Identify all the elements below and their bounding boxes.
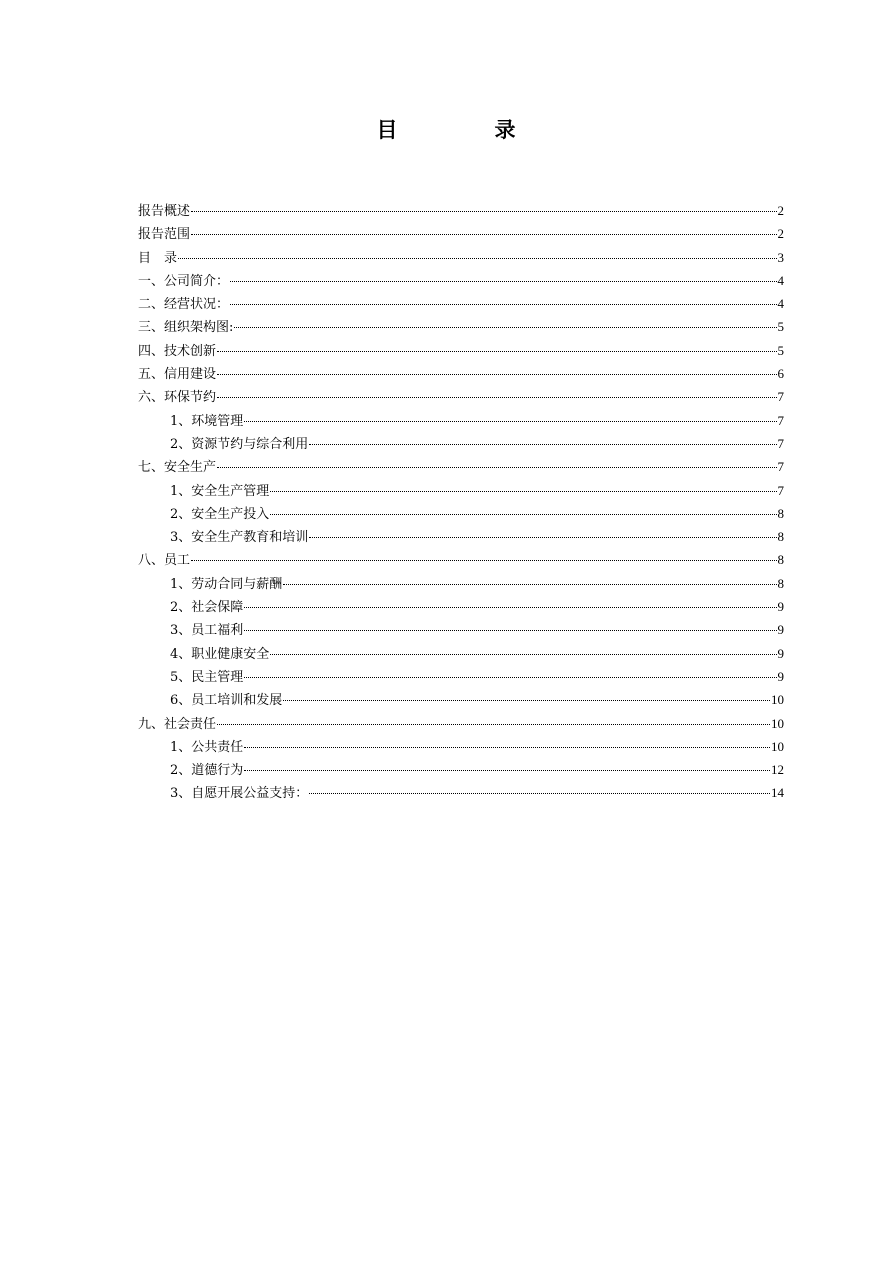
toc-dot-leader <box>230 281 776 282</box>
toc-entry[interactable] <box>138 292 784 315</box>
toc-entry-label: 2、道德行为 <box>170 763 244 779</box>
toc-entry[interactable] <box>138 362 784 385</box>
toc-entry-label: 报告范围 <box>138 227 191 243</box>
toc-entry[interactable] <box>138 502 784 525</box>
toc-entry-label: 1、公共责任 <box>170 739 244 755</box>
toc-entry-page-number: 12 <box>771 762 784 778</box>
toc-entry-page-number: 8 <box>777 505 784 521</box>
toc-dot-leader <box>244 770 770 771</box>
toc-entry[interactable] <box>138 735 784 758</box>
toc-entry-page-number: 8 <box>777 529 784 545</box>
toc-entry[interactable] <box>138 385 784 408</box>
toc-entry-page-number: 4 <box>777 296 784 312</box>
toc-entry-label: 2、资源节约与综合利用 <box>170 436 309 452</box>
toc-dot-leader <box>244 607 776 608</box>
toc-entry-page-number: 9 <box>777 668 784 684</box>
toc-dot-leader <box>234 327 776 328</box>
toc-entry-label: 1、安全生产管理 <box>170 483 270 499</box>
toc-dot-leader <box>270 491 776 492</box>
toc-entry[interactable] <box>138 222 784 245</box>
toc-entry[interactable] <box>138 455 784 478</box>
toc-entry-label: 4、职业健康安全 <box>170 646 270 662</box>
toc-entry-page-number: 2 <box>777 203 784 218</box>
toc-entry-page-number: 14 <box>771 785 784 801</box>
toc-entry[interactable] <box>138 712 784 735</box>
toc-dot-leader <box>244 630 776 631</box>
toc-dot-leader <box>244 747 770 748</box>
toc-entry[interactable] <box>138 315 784 338</box>
toc-entry-page-number: 7 <box>777 389 784 405</box>
toc-dot-leader <box>270 514 776 515</box>
toc-dot-leader <box>217 724 770 725</box>
toc-entry-label: 一、公司简介： <box>138 273 230 289</box>
toc-entry-label: 六、环保节约 <box>138 390 217 406</box>
toc-entry-page-number: 9 <box>777 645 784 661</box>
toc-entry-label: 5、民主管理 <box>170 669 244 685</box>
toc-entry-label: 九、社会责任 <box>138 716 217 732</box>
toc-entry-page-number: 9 <box>777 599 784 615</box>
toc-dot-leader <box>244 677 776 678</box>
toc-entry[interactable] <box>138 432 784 455</box>
toc-entry[interactable] <box>138 246 784 269</box>
toc-entry[interactable] <box>138 572 784 595</box>
toc-dot-leader <box>217 351 776 352</box>
toc-entry-label: 八、员工 <box>138 553 191 569</box>
toc-entry-page-number: 8 <box>777 552 784 568</box>
toc-entry-page-number: 3 <box>777 249 784 265</box>
toc-entry-label: 3、员工福利 <box>170 623 244 639</box>
toc-entry-label: 1、环境管理 <box>170 413 244 429</box>
toc-entry[interactable] <box>138 642 784 665</box>
toc-dot-leader <box>309 793 770 794</box>
toc-dot-leader <box>191 234 776 235</box>
toc-entry[interactable] <box>138 618 784 641</box>
toc-entry-label: 二、经营状况： <box>138 297 230 313</box>
toc-entry-label: 五、信用建设 <box>138 367 217 383</box>
toc-entry-page-number: 10 <box>771 715 784 731</box>
toc-entry-label: 6、员工培训和发展 <box>170 693 283 709</box>
toc-dot-leader <box>217 467 776 468</box>
toc-entry-page-number: 5 <box>777 319 784 335</box>
toc-entry-page-number: 10 <box>771 692 784 708</box>
toc-entry[interactable] <box>138 758 784 781</box>
toc-entry-page-number: 4 <box>777 272 784 288</box>
toc-dot-leader <box>178 258 776 259</box>
toc-entry[interactable] <box>138 665 784 688</box>
toc-entry-page-number: 7 <box>777 435 784 451</box>
toc-entry-label: 2、社会保障 <box>170 600 244 616</box>
toc-entry-page-number: 10 <box>771 738 784 754</box>
toc-entry-label: 三、组织架构图: <box>138 320 234 336</box>
toc-entry-label: 2、安全生产投入 <box>170 506 270 522</box>
toc-dot-leader <box>230 304 776 305</box>
toc-entry-label: 七、安全生产 <box>138 460 217 476</box>
toc-entry-label: 目 录 <box>138 250 178 266</box>
toc-entry[interactable] <box>138 269 784 292</box>
toc-entry[interactable] <box>138 595 784 618</box>
toc-entry-page-number: 7 <box>777 459 784 475</box>
toc-entry[interactable] <box>138 409 784 432</box>
toc-entry-label: 四、技术创新 <box>138 343 217 359</box>
toc-entry[interactable] <box>138 688 784 711</box>
toc-entry-page-number: 5 <box>777 342 784 358</box>
toc-entry-label: 1、劳动合同与薪酬 <box>170 576 283 592</box>
toc-entry[interactable] <box>138 548 784 571</box>
toc-dot-leader <box>217 374 776 375</box>
toc-entry-page-number: 7 <box>777 482 784 498</box>
toc-dot-leader <box>309 444 776 445</box>
toc-dot-leader <box>244 421 776 422</box>
toc-dot-leader <box>309 537 776 538</box>
toc-entry[interactable] <box>138 479 784 502</box>
toc-entry-label: 报告概述 <box>138 204 191 219</box>
toc-entry[interactable] <box>138 339 784 362</box>
toc-entry[interactable] <box>138 781 784 804</box>
table-of-contents <box>138 199 784 805</box>
toc-dot-leader <box>270 654 776 655</box>
toc-entry[interactable] <box>138 525 784 548</box>
toc-dot-leader <box>283 700 770 701</box>
toc-entry-label: 3、自愿开展公益支持： <box>170 786 309 802</box>
toc-dot-leader <box>217 397 776 398</box>
toc-entry-label: 3、安全生产教育和培训 <box>170 530 309 546</box>
toc-dot-leader <box>191 560 776 561</box>
toc-entry-page-number: 2 <box>777 226 784 242</box>
toc-entry-page-number: 6 <box>777 366 784 382</box>
toc-dot-leader <box>191 211 776 212</box>
toc-title: 目 录 <box>376 118 554 142</box>
toc-dot-leader <box>283 584 776 585</box>
toc-entry[interactable] <box>138 199 784 222</box>
toc-entry-page-number: 7 <box>777 412 784 428</box>
toc-entry-page-number: 8 <box>777 575 784 591</box>
toc-entry-page-number: 9 <box>777 622 784 638</box>
